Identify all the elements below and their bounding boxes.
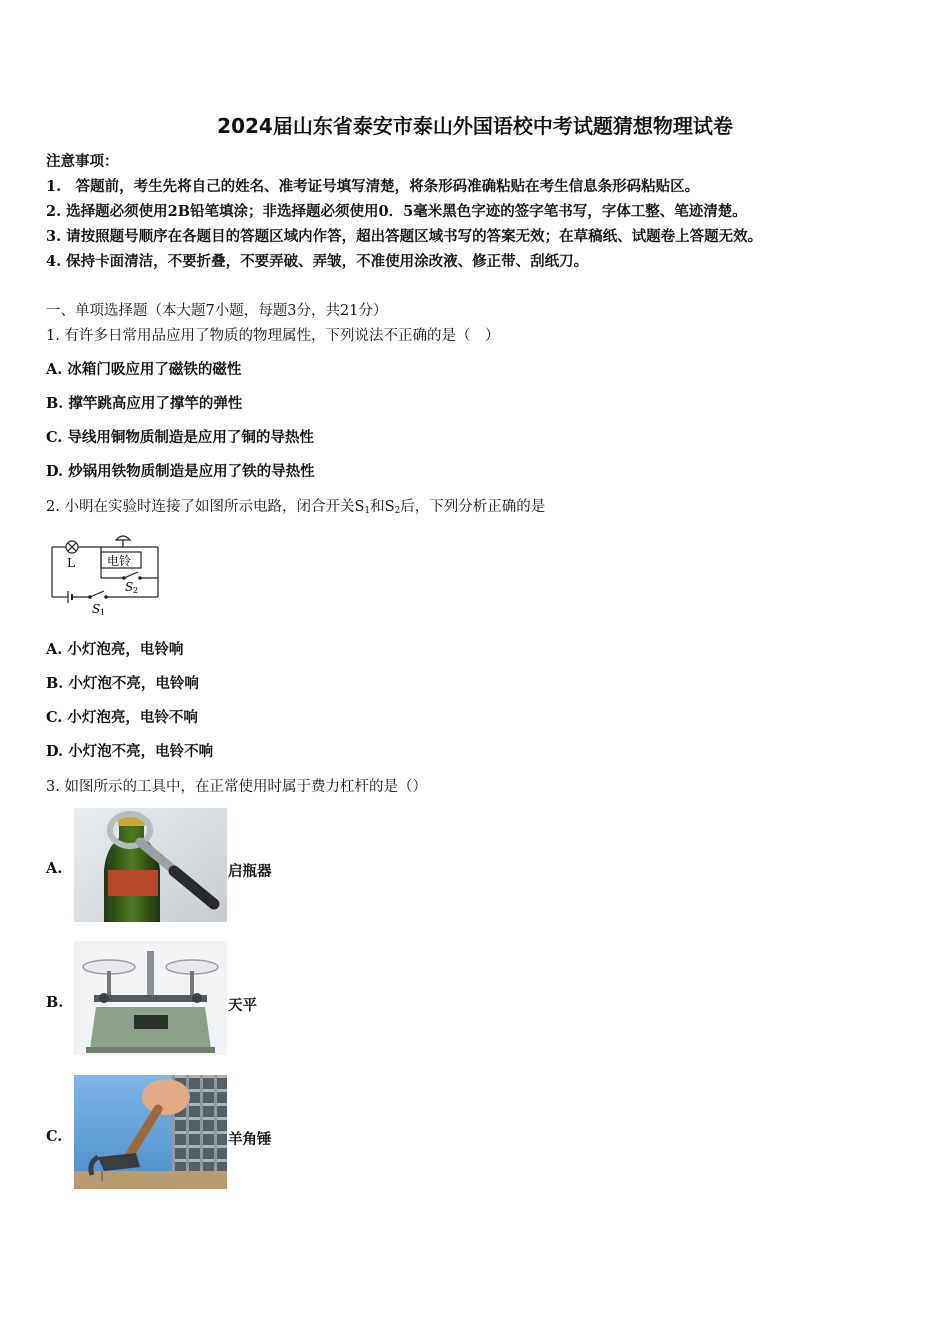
s1-label: S bbox=[92, 602, 101, 616]
s2-subscript: 2 bbox=[133, 586, 139, 595]
q1-option-d: D. 炒锅用铁物质制造是应用了铁的导热性 bbox=[46, 463, 315, 480]
page-title: 2024届山东省泰安市泰山外国语校中考试题猜想物理试卷 bbox=[217, 114, 733, 138]
q3-option-a-letter: A. bbox=[46, 860, 63, 877]
s2-label: S bbox=[125, 580, 134, 594]
q2-option-a: A. 小灯泡亮，电铃响 bbox=[46, 641, 184, 658]
lamp-label: L bbox=[67, 556, 75, 570]
q3-option-b-letter: B. bbox=[46, 994, 64, 1011]
q1-option-b: B. 撑竿跳高应用了撑竿的弹性 bbox=[46, 395, 243, 412]
q2-option-d: D. 小灯泡不亮，电铃不响 bbox=[46, 743, 214, 760]
q3-stem: 3. 如图所示的工具中，在正常使用时属于费力杠杆的是（） bbox=[46, 779, 427, 795]
notice-item-1: 1. 答题前，考生先将自己的姓名、准考证号填写清楚，将条形码准确粘贴在考生信息条形码粘贴区。 bbox=[46, 178, 700, 195]
notice-item-3: 3. 请按照题号顺序在各题目的答题区域内作答，超出答题区域书写的答案无效；在草稿纸、试题卷上答题无效。 bbox=[46, 228, 763, 245]
q1-stem: 1. 有许多日常用品应用了物质的物理属性，下列说法不正确的是（ ） bbox=[46, 328, 500, 344]
q3-option-a-label: 启瓶器 bbox=[228, 863, 272, 880]
bottle-opener-image bbox=[74, 808, 227, 922]
notice-heading: 注意事项： bbox=[46, 153, 119, 170]
s1-subscript: 1 bbox=[100, 608, 106, 617]
section-heading: 一、单项选择题（本大题7小题，每题3分，共21分） bbox=[46, 303, 388, 319]
q2-stem: 2. 小明在实验时连接了如图所示电路，闭合开关$S_1$和$S_2$后，下列分析正确的是 bbox=[46, 499, 546, 516]
balance-scale-image bbox=[74, 941, 227, 1055]
notice-item-2: 2. 选择题必须使用2B铅笔填涂；非选择题必须使用0．5毫米黑色字迹的签字笔书写，字体工整、笔迹清楚。 bbox=[46, 203, 747, 220]
q3-option-b-label: 天平 bbox=[228, 997, 257, 1014]
notice-item-4: 4. 保持卡面清洁，不要折叠，不要弄破、弄皱，不准使用涂改液、修正带、刮纸刀。 bbox=[46, 253, 589, 270]
q2-option-c: C. 小灯泡亮，电铃不响 bbox=[46, 709, 198, 726]
q1-option-c: C. 导线用铜物质制造是应用了铜的导热性 bbox=[46, 429, 314, 446]
claw-hammer-image bbox=[74, 1075, 227, 1189]
q3-option-c-label: 羊角锤 bbox=[228, 1131, 272, 1148]
circuit-diagram bbox=[46, 530, 166, 622]
bell-label: 电铃 bbox=[107, 554, 132, 568]
q1-option-a: A. 冰箱门吸应用了磁铁的磁性 bbox=[46, 361, 242, 378]
q2-option-b: B. 小灯泡不亮，电铃响 bbox=[46, 675, 199, 692]
q3-option-c-letter: C. bbox=[46, 1128, 63, 1145]
